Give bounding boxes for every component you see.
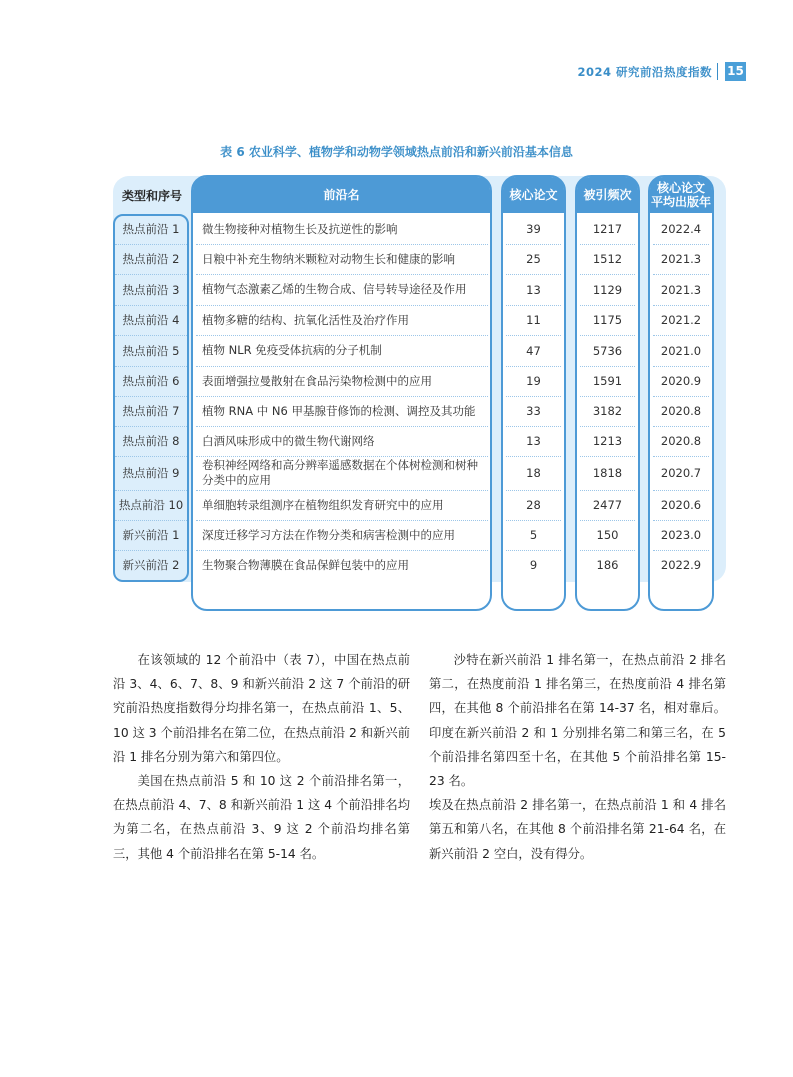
header-year bbox=[650, 177, 712, 213]
row-divider bbox=[115, 426, 187, 427]
row-front: 表面增强拉曼散射在食品污染物检测中的应用 bbox=[202, 373, 432, 388]
row-divider bbox=[196, 490, 488, 491]
row-divider bbox=[115, 490, 187, 491]
row-type: 热点前沿 2 bbox=[122, 252, 180, 266]
row-divider bbox=[653, 520, 709, 521]
row-divider bbox=[115, 520, 187, 521]
row-divider bbox=[115, 274, 187, 275]
paragraph: 在该领域的 12 个前沿中（表 7），中国在热点前沿 3、4、6、7、8、9 和新兴前沿 2 这 7 个前沿的研究前沿热度指数得分均排名第一，在热点前沿 1、5、10 这 3 个前沿排名在第二位，在热点前沿 2 和新兴前沿 1 排名分别为第六和第四位。 bbox=[113, 653, 410, 764]
row-year: 2020.9 bbox=[660, 374, 702, 388]
row-divider bbox=[506, 426, 561, 427]
row-type: 热点前沿 1 bbox=[122, 222, 180, 236]
row-citations: 5736 bbox=[592, 343, 623, 358]
row-papers: 39 bbox=[526, 222, 541, 236]
row-divider bbox=[580, 550, 635, 551]
row-papers: 13 bbox=[526, 434, 541, 448]
header-papers: 核心论文 bbox=[503, 177, 564, 213]
row-year: 2022.9 bbox=[660, 558, 702, 572]
row-divider bbox=[580, 520, 635, 521]
row-divider bbox=[580, 366, 635, 367]
row-divider bbox=[506, 305, 561, 306]
paragraph: 埃及在热点前沿 2 排名第一，在热点前沿 1 和 4 排名第五和第八名，在其他 8 个前沿排名第 21-64 名，在新兴前沿 2 空白，没有得分。 bbox=[429, 798, 726, 861]
row-divider bbox=[580, 305, 635, 306]
row-divider bbox=[653, 550, 709, 551]
row-type: 新兴前沿 2 bbox=[122, 558, 180, 572]
row-citations: 1213 bbox=[592, 434, 623, 448]
row-papers: 28 bbox=[526, 498, 541, 512]
row-year: 2020.7 bbox=[660, 466, 702, 480]
row-type: 热点前沿 7 bbox=[122, 404, 180, 418]
row-divider bbox=[196, 244, 488, 245]
row-citations: 2477 bbox=[592, 498, 623, 512]
header-citations: 被引频次 bbox=[577, 177, 638, 213]
page-number: 15 bbox=[725, 62, 746, 81]
row-front: 单细胞转录组测序在植物组织发育研究中的应用 bbox=[202, 497, 444, 512]
row-front: 微生物接种对植物生长及抗逆性的影响 bbox=[202, 221, 398, 236]
row-papers: 47 bbox=[526, 343, 541, 358]
row-divider bbox=[115, 305, 187, 306]
row-divider bbox=[115, 396, 187, 397]
row-papers: 25 bbox=[526, 252, 541, 266]
row-divider bbox=[653, 456, 709, 457]
row-divider bbox=[653, 396, 709, 397]
row-citations: 3182 bbox=[592, 404, 623, 418]
row-citations: 150 bbox=[596, 528, 619, 542]
row-citations: 1512 bbox=[592, 252, 623, 266]
row-divider bbox=[653, 490, 709, 491]
row-citations: 186 bbox=[596, 558, 619, 572]
row-divider bbox=[580, 274, 635, 275]
row-papers: 9 bbox=[529, 558, 538, 572]
row-divider bbox=[506, 335, 561, 336]
row-citations: 1591 bbox=[592, 374, 623, 388]
row-divider bbox=[196, 426, 488, 427]
row-divider bbox=[653, 366, 709, 367]
row-citations: 1129 bbox=[592, 282, 623, 297]
header-type: 类型和序号 bbox=[121, 188, 182, 203]
row-divider bbox=[196, 520, 488, 521]
row-divider bbox=[653, 274, 709, 275]
header-divider bbox=[717, 63, 718, 80]
row-year: 2022.4 bbox=[660, 222, 702, 236]
row-papers: 11 bbox=[526, 313, 541, 327]
row-type: 热点前沿 9 bbox=[122, 466, 180, 480]
row-divider bbox=[196, 366, 488, 367]
row-divider bbox=[580, 396, 635, 397]
row-divider bbox=[580, 244, 635, 245]
row-front: 深度迁移学习方法在作物分类和病害检测中的应用 bbox=[202, 527, 455, 542]
running-header: 2024 研究前沿热度指数 bbox=[577, 65, 712, 79]
row-front: 植物 RNA 中 N6 甲基腺苷修饰的检测、调控及其功能 bbox=[202, 403, 476, 418]
paragraph: 美国在热点前沿 5 和 10 这 2 个前沿排名第一，在热点前沿 4、7、8 和新兴前沿 1 这 4 个前沿排名均为第二名，在热点前沿 3、9 这 2 个前沿均排名第三，其他 4 个前沿排名在第 5-14 名。 bbox=[113, 774, 410, 861]
header-front: 前沿名 bbox=[193, 177, 490, 213]
row-divider bbox=[653, 335, 709, 336]
header-year-line1: 核心论文 bbox=[656, 181, 705, 195]
row-type: 热点前沿 4 bbox=[122, 313, 180, 327]
row-papers: 18 bbox=[526, 466, 541, 480]
row-year: 2020.8 bbox=[660, 404, 702, 418]
row-type: 热点前沿 3 bbox=[122, 282, 180, 297]
row-year: 2021.0 bbox=[660, 343, 702, 358]
row-year: 2020.8 bbox=[660, 434, 702, 448]
row-type: 热点前沿 8 bbox=[122, 434, 180, 448]
row-divider bbox=[196, 305, 488, 306]
row-divider bbox=[506, 456, 561, 457]
row-year: 2023.0 bbox=[660, 528, 702, 542]
row-citations: 1217 bbox=[592, 222, 623, 236]
row-divider bbox=[115, 550, 187, 551]
row-divider bbox=[506, 366, 561, 367]
row-front: 白酒风味形成中的微生物代谢网络 bbox=[202, 433, 375, 448]
row-divider bbox=[506, 274, 561, 275]
header-year-line2: 平均出版年 bbox=[650, 195, 711, 209]
row-divider bbox=[653, 426, 709, 427]
row-divider bbox=[580, 490, 635, 491]
row-divider bbox=[580, 456, 635, 457]
row-front: 植物多糖的结构、抗氧化活性及治疗作用 bbox=[202, 312, 409, 327]
row-divider bbox=[506, 396, 561, 397]
row-front: 日粮中补充生物纳米颗粒对动物生长和健康的影响 bbox=[202, 251, 455, 266]
row-divider bbox=[506, 244, 561, 245]
row-divider bbox=[115, 456, 187, 457]
row-divider bbox=[115, 366, 187, 367]
row-front: 植物 NLR 免疫受体抗病的分子机制 bbox=[202, 343, 382, 357]
row-divider bbox=[653, 244, 709, 245]
row-divider bbox=[653, 305, 709, 306]
left-column-text bbox=[113, 648, 410, 866]
row-front: 生物聚合物薄膜在食品保鲜包装中的应用 bbox=[202, 557, 409, 572]
row-type: 新兴前沿 1 bbox=[122, 528, 180, 542]
row-type: 热点前沿 6 bbox=[122, 374, 180, 388]
row-year: 2021.3 bbox=[660, 282, 702, 297]
row-year: 2021.2 bbox=[660, 313, 702, 327]
row-papers: 19 bbox=[526, 374, 541, 388]
row-divider bbox=[196, 335, 488, 336]
right-column-text bbox=[429, 648, 726, 866]
row-front: 卷积神经网络和高分辨率遥感数据在个体树检测和树种分类中的应用 bbox=[202, 458, 478, 487]
row-papers: 13 bbox=[526, 282, 541, 297]
paragraph: 沙特在新兴前沿 1 排名第一，在热点前沿 2 排名第二，在热度前沿 1 排名第三，在热度前沿 4 排名第四，在其他 8 个前沿排名在第 14-37 名，相对靠后。印度在新兴前沿 2 和 1 分别排名第二和第三名，在 5 个前沿排名第四至十名，在其他 5 个前沿排名第 15-23 名。 bbox=[429, 653, 726, 789]
row-type: 热点前沿 10 bbox=[118, 498, 184, 512]
row-papers: 5 bbox=[529, 528, 538, 542]
row-citations: 1175 bbox=[592, 313, 623, 327]
row-divider bbox=[506, 490, 561, 491]
row-divider bbox=[506, 520, 561, 521]
row-year: 2020.6 bbox=[660, 498, 702, 512]
row-papers: 33 bbox=[526, 404, 541, 418]
row-year: 2021.3 bbox=[660, 252, 702, 266]
row-divider bbox=[196, 396, 488, 397]
row-divider bbox=[196, 456, 488, 457]
row-citations: 1818 bbox=[592, 466, 623, 480]
table-caption: 表 6 农业科学、植物学和动物学领域热点前沿和新兴前沿基本信息 bbox=[220, 145, 573, 159]
row-divider bbox=[580, 426, 635, 427]
row-divider bbox=[115, 244, 187, 245]
row-divider bbox=[196, 550, 488, 551]
row-divider bbox=[115, 335, 187, 336]
row-divider bbox=[506, 550, 561, 551]
row-type: 热点前沿 5 bbox=[122, 343, 180, 358]
row-divider bbox=[580, 335, 635, 336]
row-front: 植物气态激素乙烯的生物合成、信号转导途径及作用 bbox=[202, 282, 467, 296]
row-divider bbox=[196, 274, 488, 275]
